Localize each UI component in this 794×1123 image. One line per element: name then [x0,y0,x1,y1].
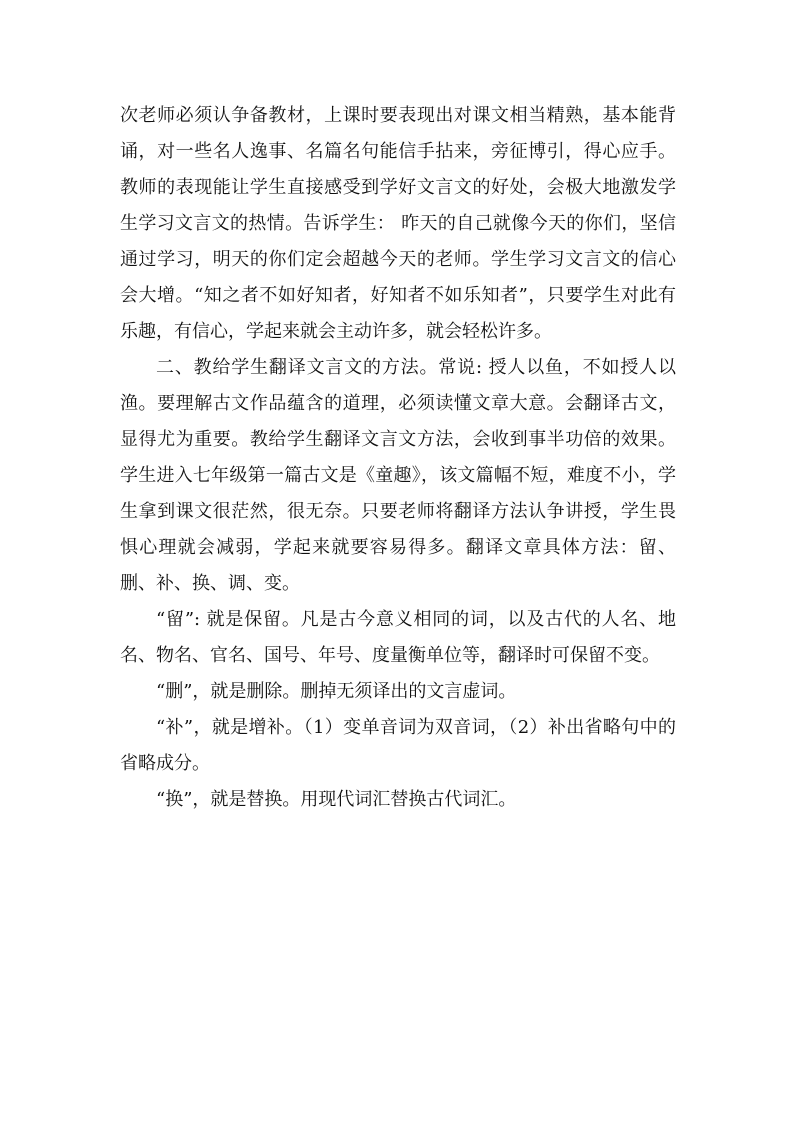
paragraph-translation-methods: 二、教给学生翻译文言文的方法。常说: 授人以鱼，不如授人以渔。要理解古文作品蕴含的道理，必须读懂文章大意。会翻译古文，显得尤为重要。教给学生翻译文言文方法，会收到事半功倍的效果。学生进入七年级第一篇古文是《童趣》，该文篇幅不短，难度不小，学生拿到课文很茫然，很无奈。只要老师将翻译方法认争讲授，学生畏惧心理就会减弱，学起来就要容易得多。翻译文章具体方法：留、删、补、换、调、变。 [120,357,676,594]
paragraph-continuation: 次老师必须认争备教材，上课时要表现出对课文相当精熟，基本能背诵，对一些名人逸事、名篇名句能信手拈来，旁征博引，得心应手。教师的表现能让学生直接感受到学好文言文的好处，会极大地激发学生学习文言文的热情。告诉学生： 昨天的自己就像今天的你们，坚信通过学习，明天的你们定会超越今天的老师。学生学习文言文的信心会大增。“知之者不如好知者，好知者不如乐知者”，只要学生对此有乐趣，有信心，学起来就会主动许多，就会轻松许多。 [120,105,676,342]
paragraph-method-delete: “删”，就是删除。删掉无须译出的文言虚词。 [156,681,517,702]
paragraph-method-retain: “留”: 就是保留。凡是古今意义相同的词，以及古代的人名、地名、物名、官名、国号、年号、度量衡单位等，翻译时可保留不变。 [120,609,676,666]
paragraph-method-replace: “换”，就是替换。用现代词汇替换古代词汇。 [156,789,517,810]
document-body [120,98,676,818]
paragraph-method-supplement: “补”，就是增补。（1）变单音词为双音词，（2）补出省略句中的省略成分。 [120,717,676,774]
